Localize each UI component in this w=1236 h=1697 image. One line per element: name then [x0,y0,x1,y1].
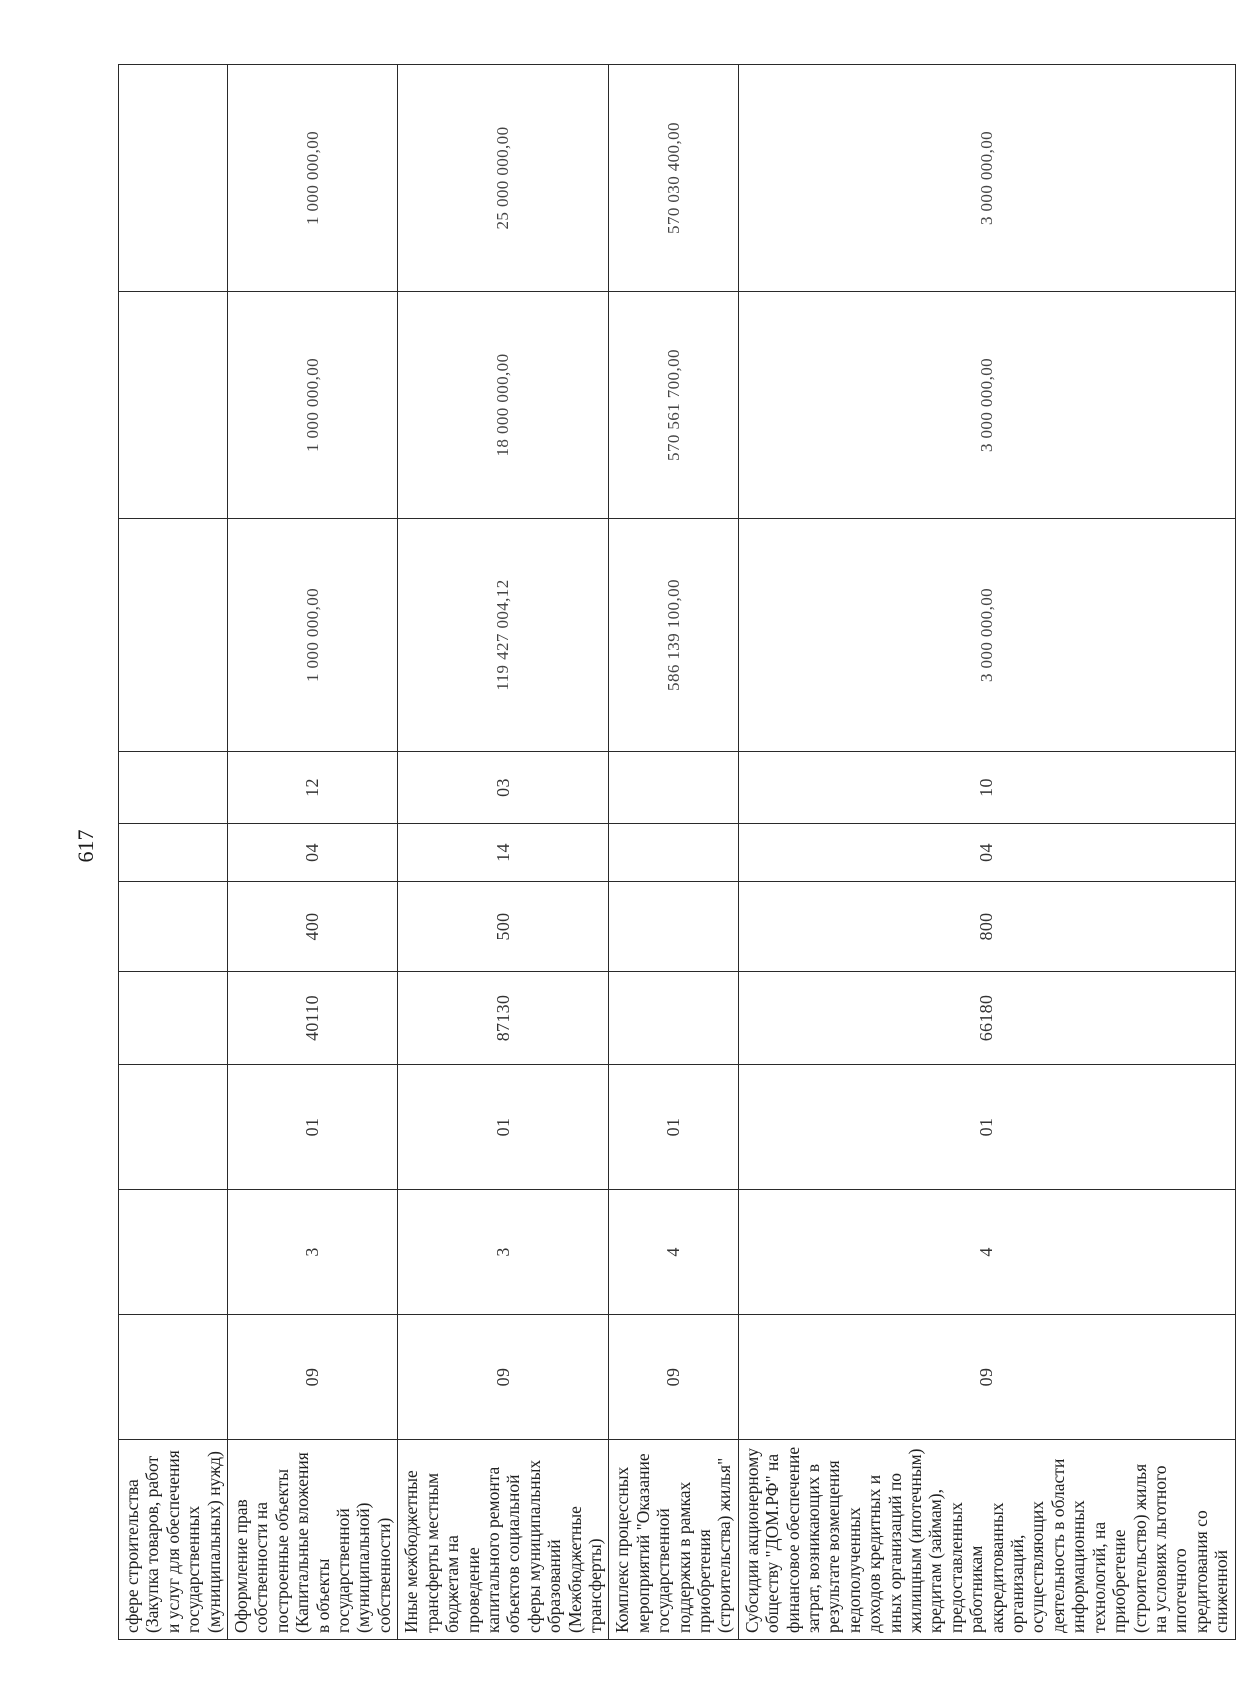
cell-vr: 500 [398,882,609,972]
cell-direction: 87130 [398,972,609,1065]
row-name: Оформление прав собственности на построенные объекты (Капитальные вложения в объекты государственной (муниципальной) собственности) [228,1440,398,1640]
cell-grbs: 09 [398,1315,609,1440]
cell-pr [609,752,738,824]
cell-direction [609,972,738,1065]
cell-subprogram: 01 [609,1065,738,1190]
cell-program: 4 [738,1190,1235,1315]
cell-grbs: 09 [609,1315,738,1440]
cell-amount-2: 1 000 000,00 [228,292,398,519]
row-name: Комплекс процессных мероприятий "Оказание государственной поддержки в рамках приобретения (строительства) жилья" [609,1440,738,1640]
cell-subprogram: 01 [398,1065,609,1190]
budget-table-rotated [118,65,1232,1640]
cell-grbs [119,1315,228,1440]
cell-amount-2: 18 000 000,00 [398,292,609,519]
cell-amount-1 [119,519,228,752]
row-name: сфере строительства (Закупка товаров, работ и услуг для обеспечения государственных (муниципальных) нужд) [119,1440,228,1640]
table-row [398,65,609,1640]
cell-subprogram: 01 [228,1065,398,1190]
cell-vr [609,882,738,972]
cell-grbs: 09 [228,1315,398,1440]
cell-program: 4 [609,1190,738,1315]
page-number: 617 [73,829,98,863]
cell-program [119,1190,228,1315]
cell-amount-2: 3 000 000,00 [738,292,1235,519]
cell-amount-2: 570 561 700,00 [609,292,738,519]
cell-amount-2 [119,292,228,519]
table-row [609,65,738,1640]
cell-amount-3: 1 000 000,00 [228,65,398,292]
cell-rz: 04 [738,824,1235,882]
table-row [119,65,228,1640]
cell-pr: 03 [398,752,609,824]
cell-rz: 04 [228,824,398,882]
cell-amount-1: 586 139 100,00 [609,519,738,752]
cell-direction: 40110 [228,972,398,1065]
row-name: Иные межбюджетные трансферты местным бюджетам на проведение капитального ремонта объектов социальной сферы муниципальных образований (Межбюджетные трансферты) [398,1440,609,1640]
cell-vr: 400 [228,882,398,972]
cell-pr: 10 [738,752,1235,824]
cell-amount-3: 570 030 400,00 [609,65,738,292]
cell-amount-1: 119 427 004,12 [398,519,609,752]
cell-program: 3 [228,1190,398,1315]
cell-subprogram [119,1065,228,1190]
cell-vr: 800 [738,882,1235,972]
cell-vr [119,882,228,972]
budget-table [118,64,1236,1640]
cell-amount-1: 3 000 000,00 [738,519,1235,752]
cell-amount-3 [119,65,228,292]
cell-program: 3 [398,1190,609,1315]
cell-pr: 12 [228,752,398,824]
cell-rz [609,824,738,882]
cell-direction: 66180 [738,972,1235,1065]
cell-direction [119,972,228,1065]
cell-amount-3: 25 000 000,00 [398,65,609,292]
cell-rz [119,824,228,882]
cell-rz: 14 [398,824,609,882]
table-row [738,65,1235,1640]
table-row [228,65,398,1640]
cell-grbs: 09 [738,1315,1235,1440]
cell-subprogram: 01 [738,1065,1235,1190]
cell-pr [119,752,228,824]
cell-amount-3: 3 000 000,00 [738,65,1235,292]
cell-amount-1: 1 000 000,00 [228,519,398,752]
row-name: Субсидии акционерному обществу "ДОМ.РФ" на финансовое обеспечение затрат, возникающих в результате возмещения недополученных доходов кредитных и иных организаций по жилищным (ипотечным) кредитам (займам), предоставленных работникам аккредитованных организаций, осуществляющих деятельность в области информационных технологий, на приобретение (строительство) жилья на условиях льготного ипотечного кредитования со сниженной [738,1440,1235,1640]
